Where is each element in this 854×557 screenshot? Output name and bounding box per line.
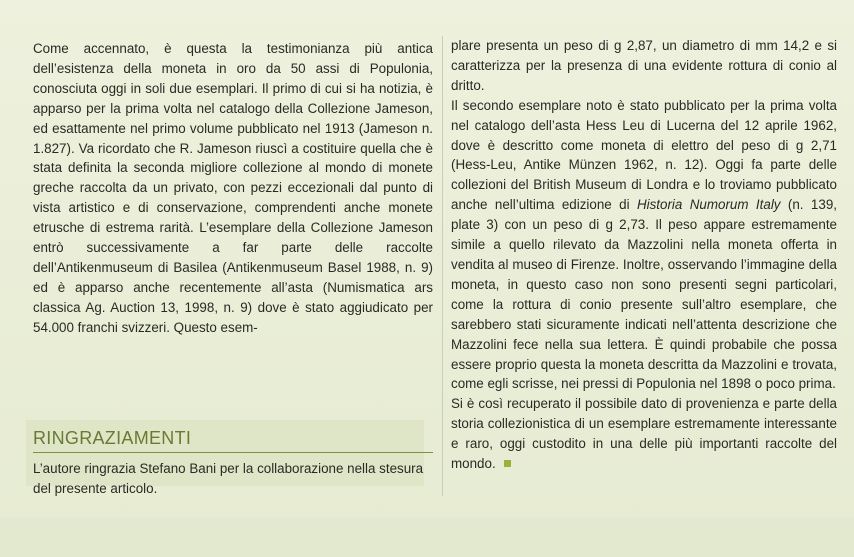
column-divider bbox=[442, 36, 443, 496]
acknowledgements-rule bbox=[33, 452, 433, 453]
right-paragraph-2-end: (n. 139, plate 3) con un peso di g 2,73. Il peso appare estremamente simile a quello rilevato da Mazzolini nella moneta offerta in vendita al museo di Firenze. Inoltre, osservando l’immagine della moneta, in questo caso non sono presenti segni particolari, come la rottura di conio presente sull’altro esemplare, che sarebbero stati sicuramente indicati nell’attenta descrizione che Mazzolini fece nella sua lettera. È quindi probabile che possa essere proprio questa la moneta descritta da Mazzolini e trovata, come egli scrisse, nei pressi di Populonia nel 1898 o poco prima. bbox=[451, 197, 837, 392]
right-column bbox=[451, 36, 837, 474]
end-of-article-square-icon bbox=[504, 460, 511, 467]
right-paragraph-1: plare presenta un peso di g 2,87, un diametro di mm 14,2 e si caratterizza per la presenza di una evidente rottura di conio al dritto. bbox=[451, 38, 837, 93]
bottom-band bbox=[0, 518, 854, 557]
left-column bbox=[33, 39, 433, 338]
right-paragraph-2 bbox=[451, 96, 837, 395]
acknowledgements-title: RINGRAZIAMENTI bbox=[33, 428, 192, 448]
right-paragraph-2-start: Il secondo esemplare noto è stato pubblicato per la prima volta nel catalogo dell’asta Hess Leu di Lucerna del 12 aprile 1962, dove è descritto come moneta di elettro del peso di g 2,71 (Hess-Leu, Antike Münzen 1962, n. 12). Oggi fa parte delle collezioni del British Museum di Londra e lo troviamo pubblicato anche nell’ultima edizione di bbox=[451, 97, 837, 213]
right-paragraph-3-text: Si è così recuperato il possibile dato di provenienza e parte della storia collezionistica di un esemplare estremamente interessante e raro, oggi custodito in una delle più importanti raccolte del mondo. bbox=[451, 396, 837, 472]
acknowledgements-text: L’autore ringrazia Stefano Bani per la collaborazione nella stesura del presente articolo. bbox=[33, 461, 424, 496]
right-paragraph-3 bbox=[451, 394, 837, 474]
book-title: Historia Numorum Italy bbox=[636, 197, 781, 213]
left-paragraph: Come accennato, è questa la testimonianza più antica dell’esistenza della moneta in oro da 50 assi di Populonia, conosciuta oggi in soli due esemplari. Il primo di cui si ha notizia, è apparso per la prima volta nel catalogo della Collezione Jameson, ed esattamente nel primo volume pubblicato nel 1913 (Jameson n. 1.827). Va ricordato che R. Jameson riuscì a costituire quella che è stata definita la seconda migliore collezione al mondo di monete greche raccolta da un privato, con pezzi eccezionali dal punto di vista artistico e di conservazione, comprendenti anche monete etrusche di estrema rarità. L’esemplare della Collezione Jameson entrò successivamente a far parte delle raccolte dell’Antikenmuseum di Basilea (Antikenmuseum Basel 1988, n. 9) ed è apparso anche recentemente all’asta (Numismatica ars classica Ag. Auction 13, 1998, n. 9) dove è stato aggiudicato per 54.000 franchi svizzeri. Questo esem- bbox=[33, 41, 433, 335]
